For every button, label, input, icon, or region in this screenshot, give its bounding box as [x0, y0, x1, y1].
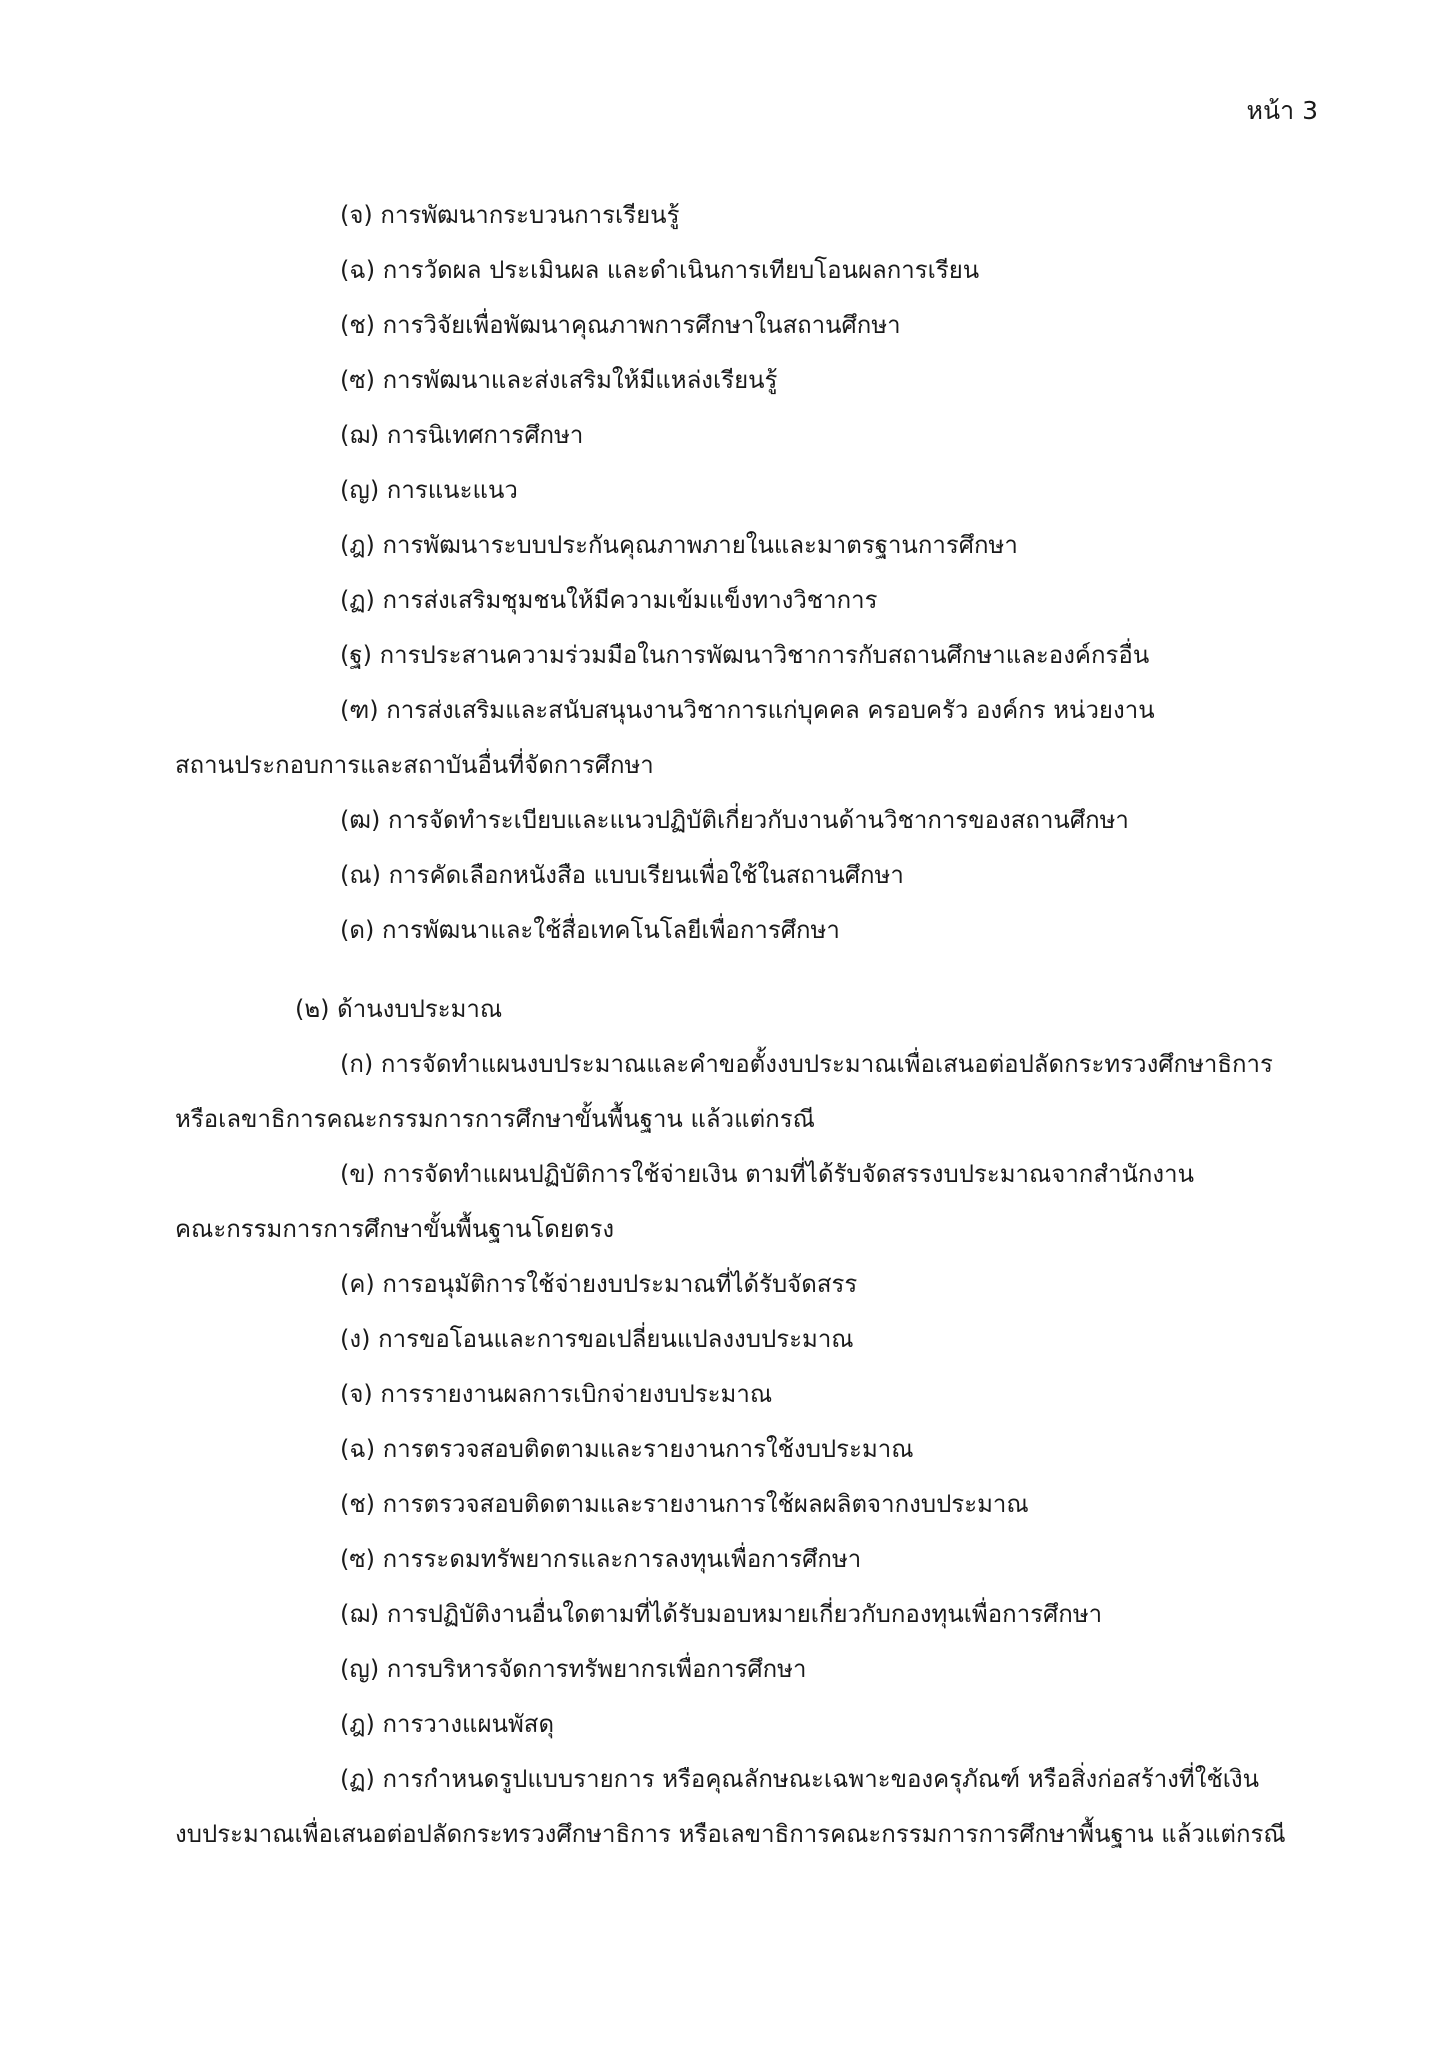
list-item: (ค) การอนุมัติการใช้จ่ายงบประมาณที่ได้รับจัดสรร [340, 1270, 858, 1298]
section-spacer [175, 958, 1283, 982]
list-item-continuation: คณะกรรมการการศึกษาขั้นพื้นฐานโดยตรง [175, 1215, 615, 1243]
list-item: (ณ) การคัดเลือกหนังสือ แบบเรียนเพื่อใช้ในสถานศึกษา [340, 861, 904, 889]
budget-section-block [175, 982, 1286, 1862]
list-item: (ฉ) การตรวจสอบติดตามและรายงานการใช้งบประมาณ [340, 1435, 914, 1463]
list-item: (ช) การวิจัยเพื่อพัฒนาคุณภาพการศึกษาในสถานศึกษา [340, 311, 901, 339]
list-item: (ฎ) การวางแผนพัสดุ [340, 1710, 555, 1738]
academic-items-block [175, 188, 1283, 958]
page-number: หน้า 3 [1246, 96, 1318, 125]
list-item-continuation: สถานประกอบการและสถาบันอื่นที่จัดการศึกษา [175, 751, 654, 779]
list-item: (ก) การจัดทำแผนงบประมาณและคำขอตั้งงบประมาณเพื่อเสนอต่อปลัดกระทรวงศึกษาธิการ [340, 1050, 1273, 1078]
list-item: (ฐ) การประสานความร่วมมือในการพัฒนาวิชาการกับสถานศึกษาและองค์กรอื่น [340, 641, 1150, 669]
list-item: (ฉ) การวัดผล ประเมินผล และดำเนินการเทียบโอนผลการเรียน [340, 256, 980, 284]
section-heading: (๒) ด้านงบประมาณ [295, 995, 503, 1023]
list-item: (จ) การพัฒนากระบวนการเรียนรู้ [340, 201, 680, 229]
list-item: (ข) การจัดทำแผนปฏิบัติการใช้จ่ายเงิน ตามที่ได้รับจัดสรรงบประมาณจากสำนักงาน [340, 1160, 1195, 1188]
list-item: (ง) การขอโอนและการขอเปลี่ยนแปลงงบประมาณ [340, 1325, 854, 1353]
list-item-continuation: งบประมาณเพื่อเสนอต่อปลัดกระทรวงศึกษาธิการ หรือเลขาธิการคณะกรรมการการศึกษาพื้นฐาน แล้วแต่กรณี [175, 1820, 1286, 1848]
list-item: (ฒ) การจัดทำระเบียบและแนวปฏิบัติเกี่ยวกับงานด้านวิชาการของสถานศึกษา [340, 806, 1129, 834]
list-item-continuation: หรือเลขาธิการคณะกรรมการการศึกษาขั้นพื้นฐาน แล้วแต่กรณี [175, 1105, 815, 1133]
list-item: (ซ) การพัฒนาและส่งเสริมให้มีแหล่งเรียนรู้ [340, 366, 778, 394]
list-item: (ช) การตรวจสอบติดตามและรายงานการใช้ผลผลิตจากงบประมาณ [340, 1490, 1029, 1518]
list-item: (ฏ) การกำหนดรูปแบบรายการ หรือคุณลักษณะเฉพาะของครุภัณฑ์ หรือสิ่งก่อสร้างที่ใช้เงิน [340, 1765, 1260, 1793]
list-item: (ฌ) การนิเทศการศึกษา [340, 421, 584, 449]
list-item: (ฏ) การส่งเสริมชุมชนให้มีความเข้มแข็งทางวิชาการ [340, 586, 878, 614]
list-item: (จ) การรายงานผลการเบิกจ่ายงบประมาณ [340, 1380, 773, 1408]
list-item: (ฎ) การพัฒนาระบบประกันคุณภาพภายในและมาตรฐานการศึกษา [340, 531, 1018, 559]
document-body [175, 188, 1286, 1862]
list-item: (ฌ) การปฏิบัติงานอื่นใดตามที่ได้รับมอบหมายเกี่ยวกับกองทุนเพื่อการศึกษา [340, 1600, 1103, 1628]
list-item: (ฑ) การส่งเสริมและสนับสนุนงานวิชาการแก่บุคคล ครอบครัว องค์กร หน่วยงาน [340, 696, 1155, 724]
list-item: (ซ) การระดมทรัพยากรและการลงทุนเพื่อการศึกษา [340, 1545, 862, 1573]
list-item: (ญ) การบริหารจัดการทรัพยากรเพื่อการศึกษา [340, 1655, 807, 1683]
list-item: (ด) การพัฒนาและใช้สื่อเทคโนโลยีเพื่อการศึกษา [340, 916, 840, 944]
list-item: (ญ) การแนะแนว [340, 476, 518, 504]
